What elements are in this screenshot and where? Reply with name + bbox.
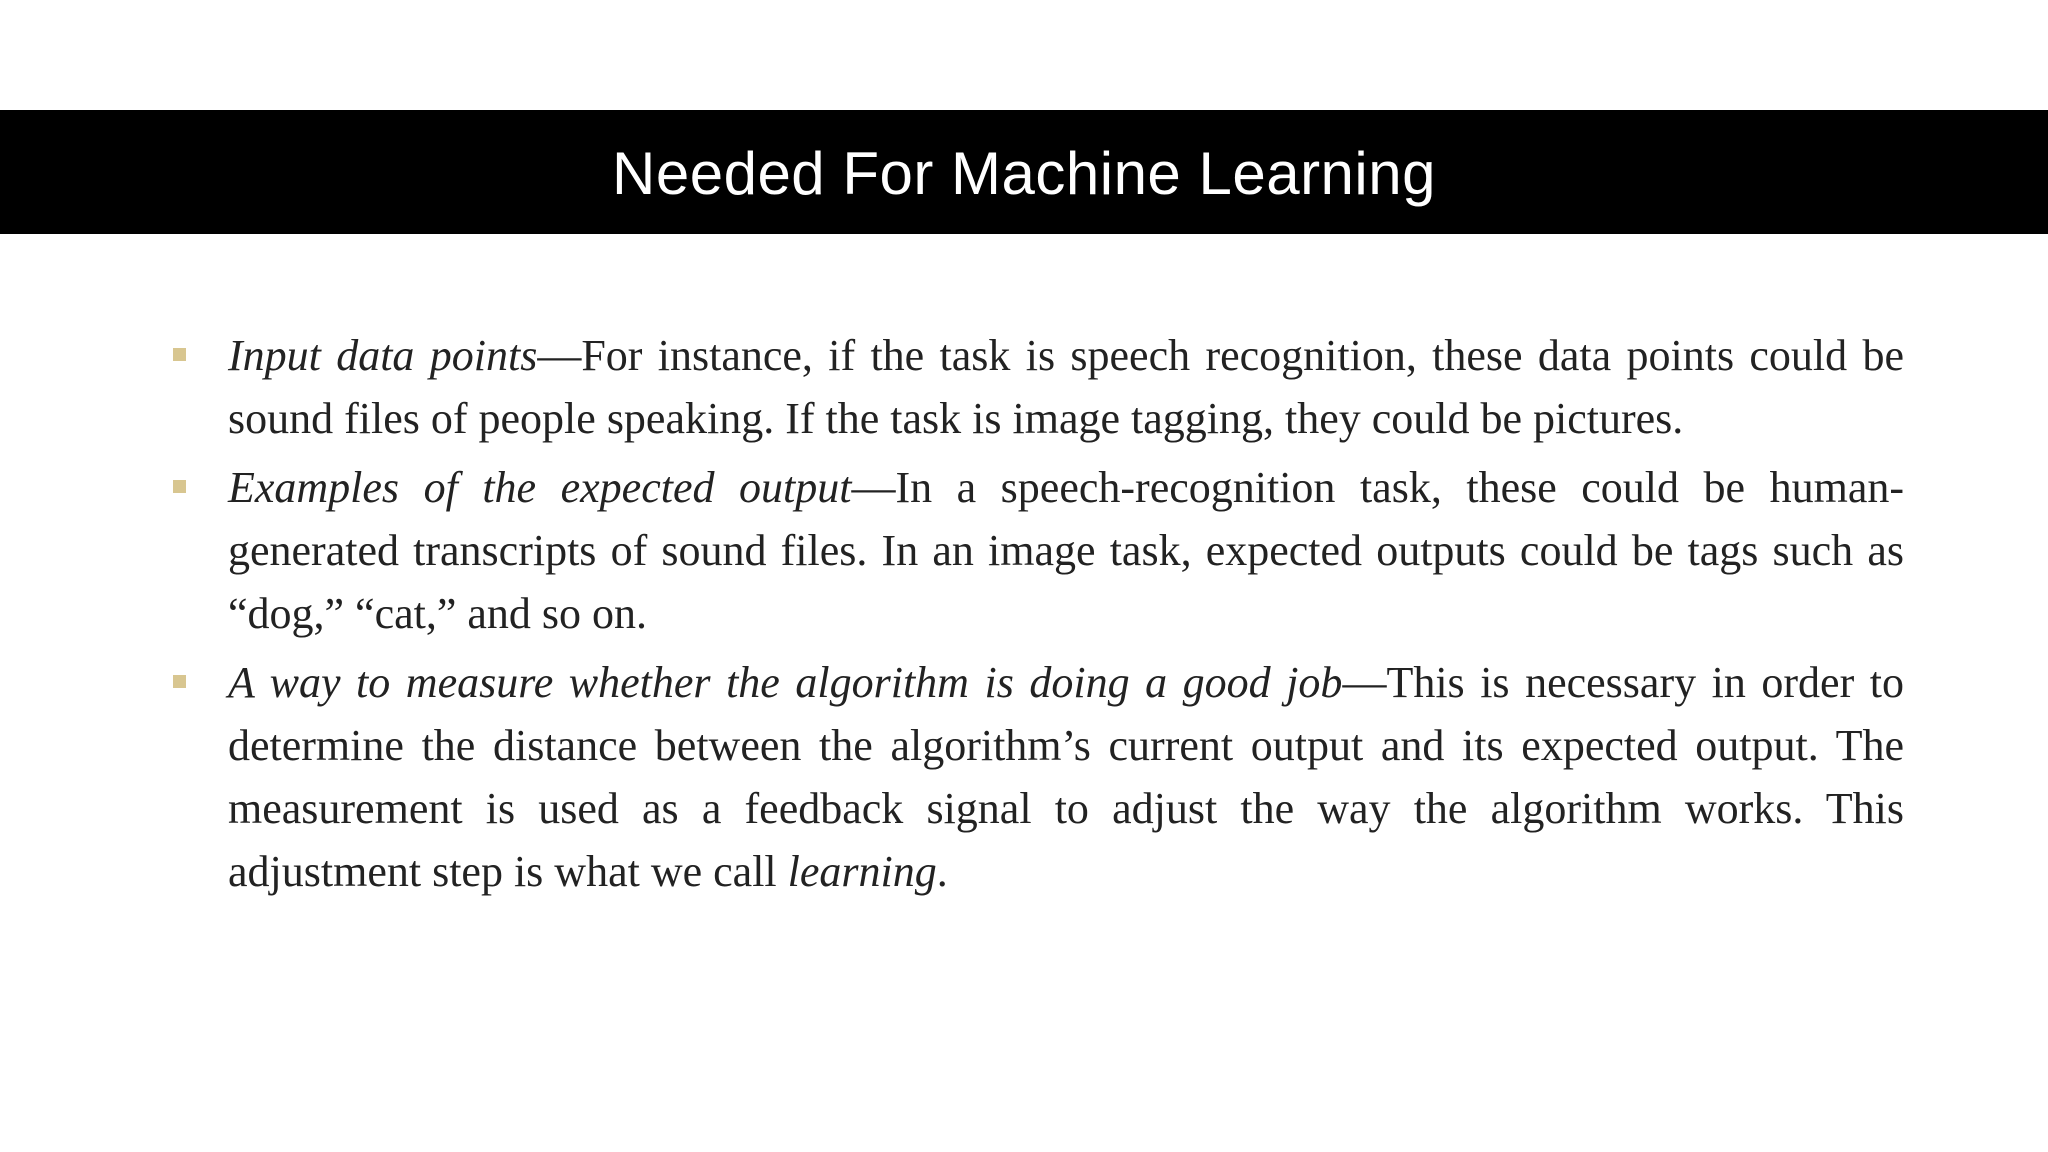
bullet-term: A way to measure whether the algorithm is doing a good job <box>228 658 1343 707</box>
square-bullet-icon <box>173 348 186 361</box>
square-bullet-icon <box>173 675 186 688</box>
bullet-term: Examples of the expected output <box>228 463 852 512</box>
bullet-text: —In a speech-recognition task, these could be human-generated transcripts of sound files. In an image task, expected outputs could be tags such as “dog,” “cat,” and so on. <box>228 463 1905 638</box>
bullet-item <box>168 324 1904 450</box>
bullet-tail-text: . <box>936 847 948 896</box>
bullet-list <box>168 324 1904 909</box>
bullet-text: —For instance, if the task is speech recognition, these data points could be sound files of people speaking. If the task is image tagging, they could be pictures. <box>228 331 1904 443</box>
bullet-term: Input data points <box>228 331 538 380</box>
bullet-item <box>168 456 1904 645</box>
bullet-item <box>168 651 1904 903</box>
square-bullet-icon <box>173 480 186 493</box>
bullet-tail-term: learning <box>787 847 937 896</box>
title-bar <box>0 110 2048 234</box>
slide-title: Needed For Machine Learning <box>612 139 1436 207</box>
bullet-text: —This is necessary in order to determine the distance between the algorithm’s current output and its expected output. The measurement is used as a feedback signal to adjust the way the algorithm works. This adjustment step is what we call <box>228 658 1904 896</box>
